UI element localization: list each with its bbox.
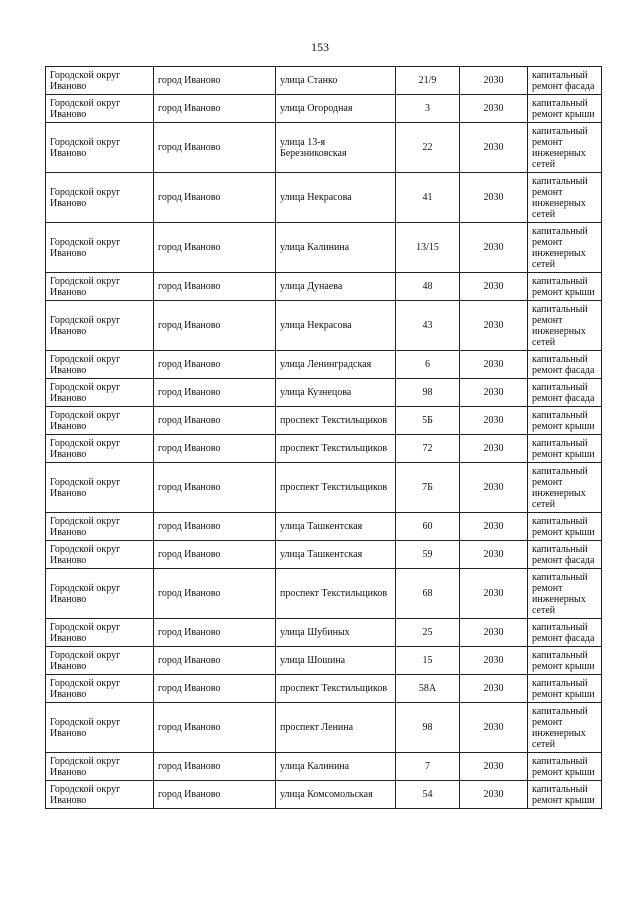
street-cell: проспект Текстильщиков [276,675,396,703]
year-cell: 2030 [460,173,528,223]
street-cell: улица Шошина [276,647,396,675]
district-cell: Городской округ Иваново [46,351,154,379]
work-type-cell: капитальный ремонт крыши [528,273,602,301]
house-number-cell: 5Б [396,407,460,435]
street-cell: улица Кузнецова [276,379,396,407]
district-cell: Городской округ Иваново [46,379,154,407]
year-cell: 2030 [460,675,528,703]
house-number-cell: 21/9 [396,67,460,95]
street-cell: улица Калинина [276,223,396,273]
house-number-cell: 25 [396,619,460,647]
work-type-cell: капитальный ремонт крыши [528,781,602,809]
city-cell: город Иваново [154,619,276,647]
street-cell: улица Ленинградская [276,351,396,379]
house-number-cell: 7 [396,753,460,781]
year-cell: 2030 [460,619,528,647]
table-row [46,273,602,301]
table-row [46,351,602,379]
year-cell: 2030 [460,379,528,407]
district-cell: Городской округ Иваново [46,647,154,675]
house-number-cell: 13/15 [396,223,460,273]
table-row [46,569,602,619]
street-cell: проспект Текстильщиков [276,569,396,619]
house-number-cell: 7Б [396,463,460,513]
work-type-cell: капитальный ремонт инженерных сетей [528,703,602,753]
house-number-cell: 60 [396,513,460,541]
year-cell: 2030 [460,463,528,513]
street-cell: улица Дунаева [276,273,396,301]
district-cell: Городской округ Иваново [46,463,154,513]
district-cell: Городской округ Иваново [46,301,154,351]
table-row [46,675,602,703]
work-type-cell: капитальный ремонт крыши [528,513,602,541]
city-cell: город Иваново [154,95,276,123]
city-cell: город Иваново [154,541,276,569]
street-cell: улица Комсомольская [276,781,396,809]
table-row [46,703,602,753]
district-cell: Городской округ Иваново [46,123,154,173]
house-number-cell: 58А [396,675,460,703]
city-cell: город Иваново [154,781,276,809]
work-type-cell: капитальный ремонт инженерных сетей [528,463,602,513]
year-cell: 2030 [460,703,528,753]
city-cell: город Иваново [154,407,276,435]
work-type-cell: капитальный ремонт фасада [528,351,602,379]
street-cell: улица Некрасова [276,301,396,351]
house-number-cell: 22 [396,123,460,173]
table-row [46,407,602,435]
table-row [46,781,602,809]
table-row [46,301,602,351]
city-cell: город Иваново [154,675,276,703]
table-row [46,173,602,223]
district-cell: Городской округ Иваново [46,223,154,273]
district-cell: Городской округ Иваново [46,95,154,123]
table-row [46,223,602,273]
street-cell: улица 13-я Березниковская [276,123,396,173]
year-cell: 2030 [460,351,528,379]
city-cell: город Иваново [154,379,276,407]
work-type-cell: капитальный ремонт инженерных сетей [528,223,602,273]
year-cell: 2030 [460,569,528,619]
district-cell: Городской округ Иваново [46,675,154,703]
street-cell: проспект Ленина [276,703,396,753]
house-number-cell: 48 [396,273,460,301]
year-cell: 2030 [460,407,528,435]
year-cell: 2030 [460,513,528,541]
district-cell: Городской округ Иваново [46,513,154,541]
house-number-cell: 59 [396,541,460,569]
work-type-cell: капитальный ремонт крыши [528,647,602,675]
work-type-cell: капитальный ремонт крыши [528,95,602,123]
year-cell: 2030 [460,273,528,301]
work-type-cell: капитальный ремонт крыши [528,407,602,435]
repair-schedule-table [45,66,602,809]
house-number-cell: 98 [396,379,460,407]
year-cell: 2030 [460,753,528,781]
street-cell: улица Станко [276,67,396,95]
city-cell: город Иваново [154,273,276,301]
street-cell: улица Некрасова [276,173,396,223]
district-cell: Городской округ Иваново [46,619,154,647]
district-cell: Городской округ Иваново [46,781,154,809]
house-number-cell: 15 [396,647,460,675]
work-type-cell: капитальный ремонт фасада [528,619,602,647]
district-cell: Городской округ Иваново [46,753,154,781]
city-cell: город Иваново [154,647,276,675]
district-cell: Городской округ Иваново [46,435,154,463]
year-cell: 2030 [460,67,528,95]
city-cell: город Иваново [154,435,276,463]
year-cell: 2030 [460,647,528,675]
city-cell: город Иваново [154,67,276,95]
table-row [46,435,602,463]
house-number-cell: 3 [396,95,460,123]
work-type-cell: капитальный ремонт инженерных сетей [528,173,602,223]
work-type-cell: капитальный ремонт инженерных сетей [528,123,602,173]
table-row [46,95,602,123]
year-cell: 2030 [460,123,528,173]
house-number-cell: 6 [396,351,460,379]
house-number-cell: 68 [396,569,460,619]
house-number-cell: 41 [396,173,460,223]
city-cell: город Иваново [154,569,276,619]
house-number-cell: 54 [396,781,460,809]
table-row [46,463,602,513]
year-cell: 2030 [460,541,528,569]
table-row [46,619,602,647]
street-cell: улица Огородная [276,95,396,123]
work-type-cell: капитальный ремонт фасада [528,541,602,569]
district-cell: Городской округ Иваново [46,569,154,619]
year-cell: 2030 [460,435,528,463]
year-cell: 2030 [460,781,528,809]
table-row [46,379,602,407]
year-cell: 2030 [460,301,528,351]
year-cell: 2030 [460,223,528,273]
house-number-cell: 72 [396,435,460,463]
district-cell: Городской округ Иваново [46,541,154,569]
street-cell: улица Ташкентская [276,541,396,569]
street-cell: улица Шубиных [276,619,396,647]
city-cell: город Иваново [154,463,276,513]
house-number-cell: 43 [396,301,460,351]
district-cell: Городской округ Иваново [46,173,154,223]
city-cell: город Иваново [154,753,276,781]
table-row [46,67,602,95]
city-cell: город Иваново [154,301,276,351]
work-type-cell: капитальный ремонт крыши [528,753,602,781]
work-type-cell: капитальный ремонт инженерных сетей [528,301,602,351]
street-cell: улица Ташкентская [276,513,396,541]
district-cell: Городской округ Иваново [46,273,154,301]
year-cell: 2030 [460,95,528,123]
house-number-cell: 98 [396,703,460,753]
work-type-cell: капитальный ремонт инженерных сетей [528,569,602,619]
city-cell: город Иваново [154,513,276,541]
table-row [46,647,602,675]
table-row [46,753,602,781]
district-cell: Городской округ Иваново [46,67,154,95]
table-row [46,123,602,173]
street-cell: проспект Текстильщиков [276,407,396,435]
work-type-cell: капитальный ремонт фасада [528,379,602,407]
page-number: 153 [311,40,329,54]
work-type-cell: капитальный ремонт крыши [528,675,602,703]
district-cell: Городской округ Иваново [46,407,154,435]
city-cell: город Иваново [154,173,276,223]
district-cell: Городской округ Иваново [46,703,154,753]
table-row [46,541,602,569]
work-type-cell: капитальный ремонт фасада [528,67,602,95]
city-cell: город Иваново [154,123,276,173]
street-cell: улица Калинина [276,753,396,781]
street-cell: проспект Текстильщиков [276,435,396,463]
city-cell: город Иваново [154,223,276,273]
street-cell: проспект Текстильщиков [276,463,396,513]
table-body [46,67,602,809]
table-row [46,513,602,541]
city-cell: город Иваново [154,703,276,753]
city-cell: город Иваново [154,351,276,379]
work-type-cell: капитальный ремонт крыши [528,435,602,463]
